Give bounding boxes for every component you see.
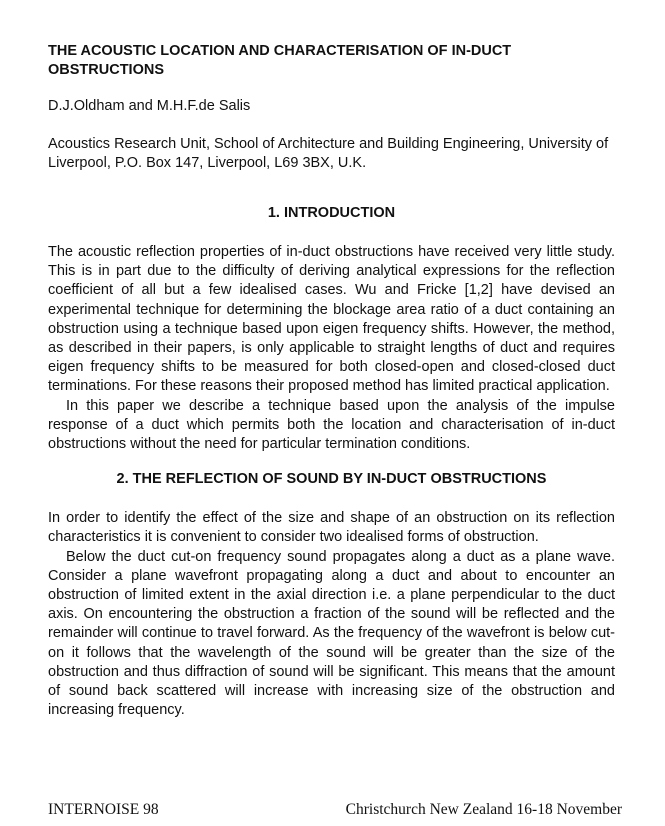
footer-location-date: Christchurch New Zealand 16-18 November — [345, 801, 622, 818]
section-heading-introduction: 1. INTRODUCTION — [267, 205, 396, 221]
reflection-paragraph-2: Below the duct cut-on frequency sound propagates along a duct as a plane wave. Consider a plane wavefront propagating along a duct and about to encounter an obstruction of limited extent in the axial direction i.e. a plane perpendicular to the duct axis. On encountering the obstruction a fraction of the sound will be reflected and the remainder will continue to travel forward. As the frequency of the wavefront is below cut-on it follows that the wavelength of the sound will be greater than the size of the obstruction and thus diffraction of sound will be significant. This means that the amount of sound back scattered will increase with increasing size of the obstruction and increasing frequency. — [48, 548, 615, 719]
paper-authors: D.J.Oldham and M.H.F.de Salis — [48, 98, 251, 114]
paper-page — [48, 42, 615, 720]
paper-title: THE ACOUSTIC LOCATION AND CHARACTERISATION OF IN-DUCT OBSTRUCTIONS — [48, 43, 512, 78]
footer-conference: INTERNOISE 98 — [48, 801, 159, 818]
introduction-paragraph-1: The acoustic reflection properties of in-duct obstructions have received very little study. This is in part due to the difficulty of deriving analytical expressions for the reflection coefficient of all but a few idealised cases. Wu and Fricke [1,2] have devised an experimental technique for determining the blockage area ratio of a duct containing an obstruction using a technique based upon eigen frequency shifts. However, the method, as described in their papers, is only applicable to straight lengths of duct and requires eigen frequency shifts to be measured for both closed-open and closed-closed duct terminations. For these reasons their proposed method has limited practical application. — [48, 244, 615, 395]
reflection-paragraph-1: In order to identify the effect of the size and shape of an obstruction on its reflection characteristics it is convenient to consider two idealised forms of obstruction. — [48, 510, 615, 546]
section-heading-reflection: 2. THE REFLECTION OF SOUND BY IN-DUCT OBSTRUCTIONS — [116, 471, 547, 488]
paper-affiliation: Acoustics Research Unit, School of Architecture and Building Engineering, University of Liverpool, P.O. Box 147, Liverpool, L69 3BX, U.K. — [48, 136, 609, 171]
introduction-paragraph-2: In this paper we describe a technique based upon the analysis of the impulse response of a duct which permits both the location and characterisation of in-duct obstructions without the need for particular termination conditions. — [48, 397, 615, 453]
